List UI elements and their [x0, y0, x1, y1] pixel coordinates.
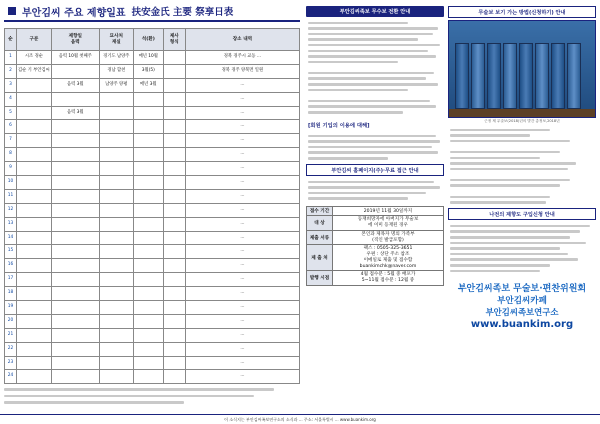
publisher-brand	[448, 281, 596, 330]
table-cell: ...	[185, 370, 299, 384]
table-row	[5, 78, 300, 92]
table-cell	[163, 162, 185, 176]
table-row	[5, 314, 300, 328]
table-cell	[51, 134, 99, 148]
table-cell	[163, 148, 185, 162]
table-cell	[163, 356, 185, 370]
table-cell: ...	[185, 273, 299, 287]
table-cell	[163, 106, 185, 120]
table-cell: 24	[5, 370, 17, 384]
table-row	[5, 273, 300, 287]
table-cell	[163, 342, 185, 356]
table-cell	[17, 273, 52, 287]
table-row	[5, 64, 300, 78]
table-cell	[99, 259, 133, 273]
table-cell: ...	[185, 106, 299, 120]
table-cell	[17, 217, 52, 231]
table-cell: ...	[185, 217, 299, 231]
table-row	[5, 231, 300, 245]
table-cell: 4	[5, 92, 17, 106]
table-cell: 1	[5, 51, 17, 65]
ritual-purchase-body	[448, 220, 596, 276]
table-cell	[17, 162, 52, 176]
table-cell	[17, 176, 52, 190]
table-cell	[133, 273, 163, 287]
table-cell: 경남 합천	[99, 64, 133, 78]
form-value: 본인과 제목자 명의 가족부 (직인 발급포함)	[333, 230, 444, 244]
table-row	[5, 203, 300, 217]
table-cell: ...	[185, 328, 299, 342]
table-row	[5, 356, 300, 370]
table-cell	[99, 217, 133, 231]
table-cell	[163, 314, 185, 328]
form-value: 등재희망자에 아버지가 무술보 에 이미 등재된 경우	[333, 216, 444, 230]
note-line	[4, 387, 300, 392]
table-cell	[99, 342, 133, 356]
table-cell	[163, 203, 185, 217]
table-cell	[99, 92, 133, 106]
table-cell: ...	[185, 162, 299, 176]
table-row	[5, 342, 300, 356]
member-usage-subhead: [회원 기입의 이용에 대해]	[308, 123, 370, 130]
table-cell: ...	[185, 134, 299, 148]
table-cell: ...	[185, 176, 299, 190]
table-cell	[99, 287, 133, 301]
table-cell	[133, 370, 163, 384]
table-cell	[133, 314, 163, 328]
table-cell: ...	[185, 189, 299, 203]
table-cell	[17, 370, 52, 384]
table-cell	[133, 217, 163, 231]
table-cell	[51, 64, 99, 78]
form-label: 제출 서류	[307, 230, 333, 244]
table-cell	[17, 189, 52, 203]
mususbo-notice-header: 부안김씨족보 무수보 전환 안내	[306, 6, 444, 17]
table-cell: 8	[5, 148, 17, 162]
table-cell	[99, 106, 133, 120]
table-cell	[163, 92, 185, 106]
schedule-title-hanja: 扶安金氏 主要 祭享日表	[131, 7, 234, 18]
form-label: 접수 기간	[307, 207, 333, 216]
table-cell	[163, 134, 185, 148]
table-row	[5, 92, 300, 106]
table-cell: ...	[185, 259, 299, 273]
table-cell	[163, 120, 185, 134]
form-row	[307, 207, 444, 216]
table-cell	[51, 203, 99, 217]
table-cell	[163, 287, 185, 301]
table-cell	[133, 328, 163, 342]
table-cell	[51, 92, 99, 106]
table-cell: 6	[5, 120, 17, 134]
table-cell	[99, 134, 133, 148]
table-cell	[51, 162, 99, 176]
table-cell: 5	[5, 106, 17, 120]
table-cell	[17, 328, 52, 342]
table-cell	[17, 78, 52, 92]
table-header-row	[5, 29, 300, 51]
table-cell: 17	[5, 273, 17, 287]
table-cell: 매년 3월	[133, 78, 163, 92]
table-cell	[51, 314, 99, 328]
table-row	[5, 245, 300, 259]
table-row	[5, 51, 300, 65]
table-cell	[133, 356, 163, 370]
table-cell	[163, 78, 185, 92]
table-cell	[51, 287, 99, 301]
table-cell	[133, 245, 163, 259]
table-row	[5, 120, 300, 134]
table-cell: ...	[185, 148, 299, 162]
table-cell: 15	[5, 245, 17, 259]
table-cell	[17, 287, 52, 301]
table-cell: 18	[5, 287, 17, 301]
table-cell: ...	[185, 314, 299, 328]
form-label: 대 상	[307, 216, 333, 230]
table-cell: ...	[185, 78, 299, 92]
table-cell: ...	[185, 203, 299, 217]
table-cell	[17, 314, 52, 328]
table-cell	[163, 301, 185, 315]
table-row	[5, 301, 300, 315]
table-cell	[163, 273, 185, 287]
table-cell	[99, 301, 133, 315]
table-cell	[99, 245, 133, 259]
table-cell	[51, 231, 99, 245]
table-cell	[51, 356, 99, 370]
table-cell	[133, 92, 163, 106]
table-cell	[17, 203, 52, 217]
book-photo	[448, 20, 596, 118]
table-cell: 음력 3월	[51, 78, 99, 92]
table-cell	[133, 176, 163, 190]
table-cell: 21	[5, 328, 17, 342]
table-cell: 경북 경주시 교동 ...	[185, 51, 299, 65]
table-cell	[163, 64, 185, 78]
table-cell: 3	[5, 78, 17, 92]
table-cell	[17, 148, 52, 162]
table-cell: 11	[5, 189, 17, 203]
table-cell: ...	[185, 92, 299, 106]
table-cell	[163, 217, 185, 231]
table-cell	[133, 342, 163, 356]
table-row	[5, 328, 300, 342]
table-cell: 12	[5, 203, 17, 217]
table-cell	[51, 259, 99, 273]
form-label: 발행 시점	[307, 271, 333, 285]
table-cell: ...	[185, 231, 299, 245]
table-cell	[133, 287, 163, 301]
page-footer: 이 소식지는 부안김씨족보연구소의 소식과 ... 주소: 서울특별시 ... www.buankim.org	[0, 414, 600, 424]
table-cell	[133, 259, 163, 273]
col-header-place: 장소 내역	[185, 29, 299, 51]
col-header-date: 제향일 음력	[51, 29, 99, 51]
table-cell	[133, 120, 163, 134]
brand-line-3: 부안김씨족보연구소	[485, 306, 559, 317]
note-line	[4, 400, 300, 405]
table-cell	[17, 342, 52, 356]
brand-line-2: 부안김씨카페	[497, 295, 547, 306]
table-cell	[99, 328, 133, 342]
table-cell	[133, 203, 163, 217]
table-cell	[51, 245, 99, 259]
table-cell	[133, 162, 163, 176]
table-cell	[17, 245, 52, 259]
table-cell: ...	[185, 301, 299, 315]
table-cell	[51, 148, 99, 162]
ritual-purchase-header: 나전의 제향도 구입신청 안내	[448, 208, 596, 220]
table-cell: 경기도 남양주	[99, 51, 133, 65]
table-cell	[99, 189, 133, 203]
table-cell	[99, 231, 133, 245]
table-cell	[17, 92, 52, 106]
mususbo-apply-header: 무술보 보기 가는 방법(신청하기) 안내	[448, 6, 596, 18]
table-cell	[133, 148, 163, 162]
table-cell	[163, 231, 185, 245]
table-cell: 3월(5)	[133, 64, 163, 78]
table-cell	[51, 273, 99, 287]
table-cell	[51, 342, 99, 356]
col-header-no: 순	[5, 29, 17, 51]
middle-column	[306, 6, 444, 410]
table-row	[5, 134, 300, 148]
form-value: 2019년 11월 30일까지	[333, 207, 444, 216]
table-cell	[133, 301, 163, 315]
table-cell: 13	[5, 217, 17, 231]
table-cell: 음력 10월 첫째주	[51, 51, 99, 65]
schedule-notes	[4, 387, 300, 407]
table-cell: 20	[5, 314, 17, 328]
table-cell: 경북 경주 양북면 일원	[185, 64, 299, 78]
schedule-title-text: 부안김씨 주요 제향일표	[22, 7, 126, 19]
table-cell	[51, 120, 99, 134]
table-cell	[51, 189, 99, 203]
table-cell: 시조 경순	[17, 51, 52, 65]
col-header-type: 구분	[17, 29, 52, 51]
table-cell: 매년 10월	[133, 51, 163, 65]
table-cell	[17, 120, 52, 134]
form-label: 제 출 처	[307, 245, 333, 271]
mususbo-notice-body	[306, 17, 444, 118]
table-cell	[17, 356, 52, 370]
table-cell	[51, 176, 99, 190]
table-cell	[51, 328, 99, 342]
table-cell	[99, 356, 133, 370]
table-cell	[133, 231, 163, 245]
table-row	[5, 176, 300, 190]
schedule-title	[4, 2, 300, 22]
brand-url-link[interactable]: www.buankim.org	[470, 318, 574, 330]
table-cell: 16	[5, 259, 17, 273]
homepage-notice-body	[306, 176, 444, 204]
table-cell	[99, 120, 133, 134]
apply-body	[448, 124, 596, 208]
table-cell	[51, 370, 99, 384]
member-usage-body	[306, 130, 444, 164]
table-cell	[133, 134, 163, 148]
col-header-seat: 석(환)	[133, 29, 163, 51]
homepage-notice-header: 부안김씨 홈페이지(주)·무료 접근 안내	[306, 164, 444, 176]
col-header-shrine: 묘사처 재실	[99, 29, 133, 51]
form-row	[307, 216, 444, 230]
table-row	[5, 189, 300, 203]
table-cell	[17, 231, 52, 245]
table-cell	[51, 301, 99, 315]
table-row	[5, 259, 300, 273]
table-cell	[99, 148, 133, 162]
table-cell	[99, 162, 133, 176]
table-cell: 남양주 양평	[99, 78, 133, 92]
form-row	[307, 230, 444, 244]
table-cell: 9	[5, 162, 17, 176]
table-row	[5, 370, 300, 384]
table-cell: ...	[185, 120, 299, 134]
table-cell: 14	[5, 231, 17, 245]
ritual-schedule-table	[4, 28, 300, 384]
photo-caption: 근정 제 무술보(2018)년의 발간 총정보,2018년	[484, 119, 560, 123]
table-cell	[51, 217, 99, 231]
table-cell: 10	[5, 176, 17, 190]
table-cell	[163, 51, 185, 65]
table-cell	[17, 259, 52, 273]
table-cell	[163, 176, 185, 190]
table-cell	[133, 189, 163, 203]
form-value: 4월 접수분 : 5월 중 배포가 5~11월 접수분 : 12월 중	[333, 271, 444, 285]
table-cell	[163, 189, 185, 203]
table-cell	[17, 106, 52, 120]
table-cell: 7	[5, 134, 17, 148]
table-cell	[163, 259, 185, 273]
table-cell: 22	[5, 342, 17, 356]
table-cell	[163, 245, 185, 259]
table-cell: 김순 기 부안김씨	[17, 64, 52, 78]
application-form-table	[306, 206, 444, 285]
table-cell	[17, 134, 52, 148]
right-column	[448, 6, 596, 410]
table-cell	[17, 301, 52, 315]
col-header-form: 제사 형식	[163, 29, 185, 51]
table-cell	[163, 370, 185, 384]
table-cell: ...	[185, 245, 299, 259]
form-row	[307, 271, 444, 285]
table-cell: 19	[5, 301, 17, 315]
table-cell	[99, 203, 133, 217]
schedule-body	[5, 51, 300, 384]
table-row	[5, 162, 300, 176]
brand-line-1: 부안김씨족보 무술보·편찬위원회	[457, 283, 587, 294]
table-row	[5, 148, 300, 162]
note-line	[4, 394, 300, 399]
table-row	[5, 106, 300, 120]
table-cell: 음력 3월	[51, 106, 99, 120]
form-value: 팩스 : 0505-325-3651 우편 : 상단 주소 참조 이메일로 제출 및 접수함 buankimchk@naver.com	[333, 245, 444, 271]
table-cell: ...	[185, 342, 299, 356]
table-cell	[99, 370, 133, 384]
table-row	[5, 287, 300, 301]
table-cell: ...	[185, 356, 299, 370]
table-cell	[163, 328, 185, 342]
table-cell	[99, 314, 133, 328]
table-cell	[99, 273, 133, 287]
table-cell	[133, 106, 163, 120]
table-cell: 23	[5, 356, 17, 370]
bullet-square-icon	[8, 7, 16, 15]
table-cell	[99, 176, 133, 190]
table-cell: ...	[185, 287, 299, 301]
table-row	[5, 217, 300, 231]
table-cell: 2	[5, 64, 17, 78]
form-row	[307, 245, 444, 271]
